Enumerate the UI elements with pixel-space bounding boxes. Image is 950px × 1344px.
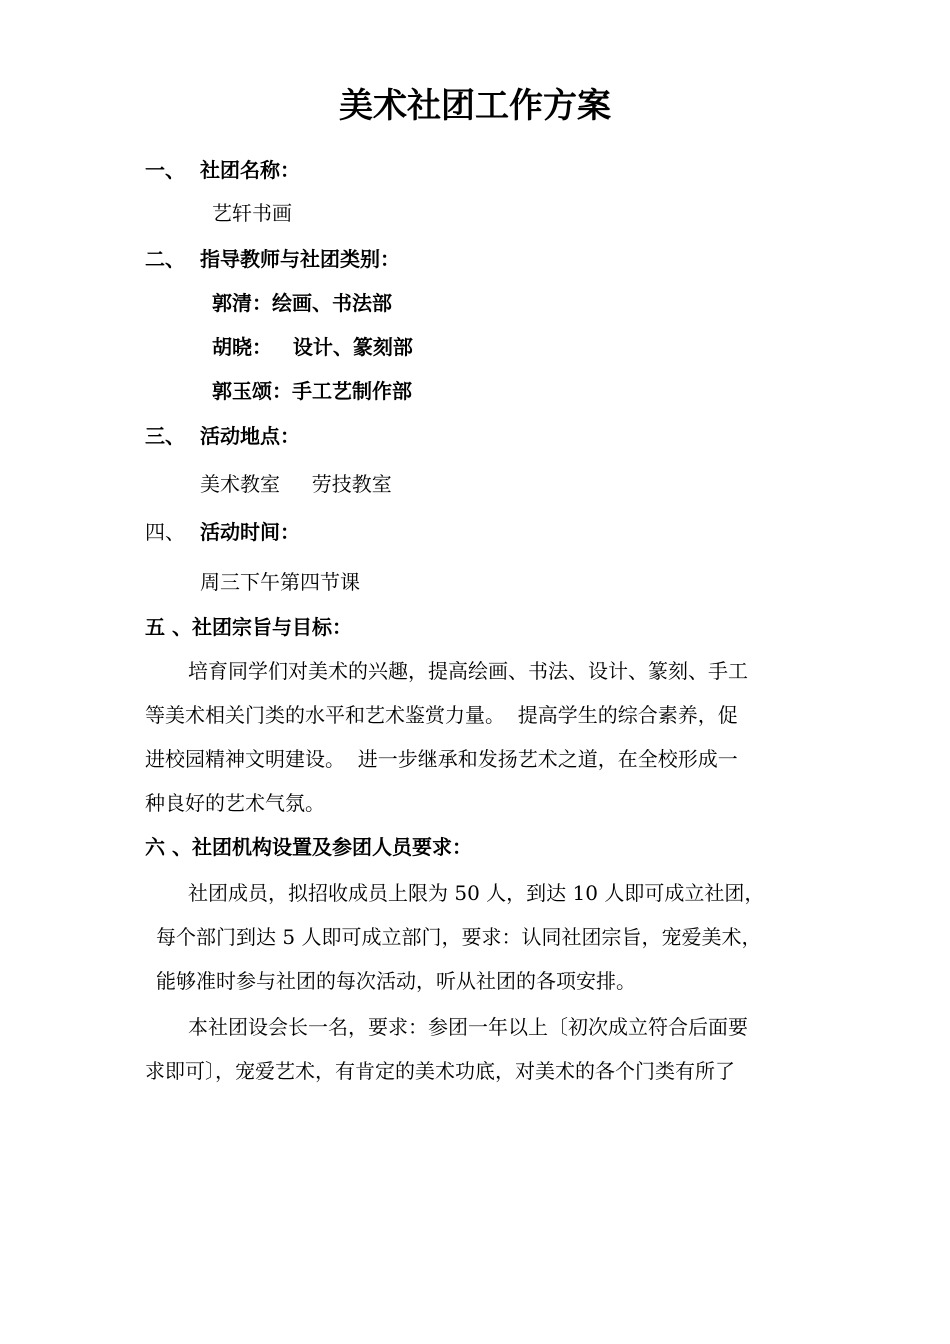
activity-time: 周三下午第四节课 [200, 570, 360, 594]
president-line-2: 求即可〕，宠爱艺术，有肯定的美术功底，对美术的各个门类有所了 [145, 1059, 735, 1083]
section-5-heading: 五 、社团宗旨与目标： [145, 615, 352, 639]
activity-location: 美术教室 劳技教室 [200, 472, 392, 496]
section-2-heading: 指导教师与社团类别： [200, 247, 400, 271]
section-6-heading: 六 、社团机构设置及参团人员要求： [145, 835, 472, 859]
section-2-number: 二、 [145, 247, 185, 271]
member-line-1: 社团成员，拟招收成员上限为 50 人，到达 10 人即可成立社团， [188, 881, 765, 905]
member-line-2: 每个部门到达 5 人即可成立部门，要求：认同社团宗旨，宠爱美术， [156, 925, 762, 949]
section-3-heading: 活动地点： [200, 424, 300, 448]
section-4-number: 四、 [145, 520, 185, 544]
teacher-line-2: 胡晓： 设计、篆刻部 [212, 335, 413, 359]
club-name: 艺轩书画 [212, 201, 292, 225]
president-line-1: 本社团设会长一名，要求：参团一年以上〔初次成立符合后面要 [188, 1015, 748, 1039]
goal-line-3: 进校园精神文明建设。 进一步继承和发扬艺术之道，在全校形成一 [145, 747, 738, 771]
teacher-line-3: 郭玉颂：手工艺制作部 [212, 379, 412, 403]
section-3-number: 三、 [145, 424, 185, 448]
teacher-line-1: 郭清：绘画、书法部 [212, 291, 392, 315]
page-title: 美术社团工作方案 [339, 86, 611, 126]
section-1-number: 一、 [145, 158, 185, 182]
section-4-heading: 活动时间： [200, 520, 300, 544]
member-line-3: 能够准时参与社团的每次活动，听从社团的各项安排。 [156, 969, 636, 993]
goal-line-2: 等美术相关门类的水平和艺术鉴赏力量。 提高学生的综合素养，促 [145, 703, 738, 727]
goal-line-4: 种良好的艺术气氛。 [145, 791, 325, 815]
goal-line-1: 培育同学们对美术的兴趣，提高绘画、书法、设计、篆刻、手工 [188, 659, 748, 683]
section-1-heading: 社团名称： [200, 158, 300, 182]
